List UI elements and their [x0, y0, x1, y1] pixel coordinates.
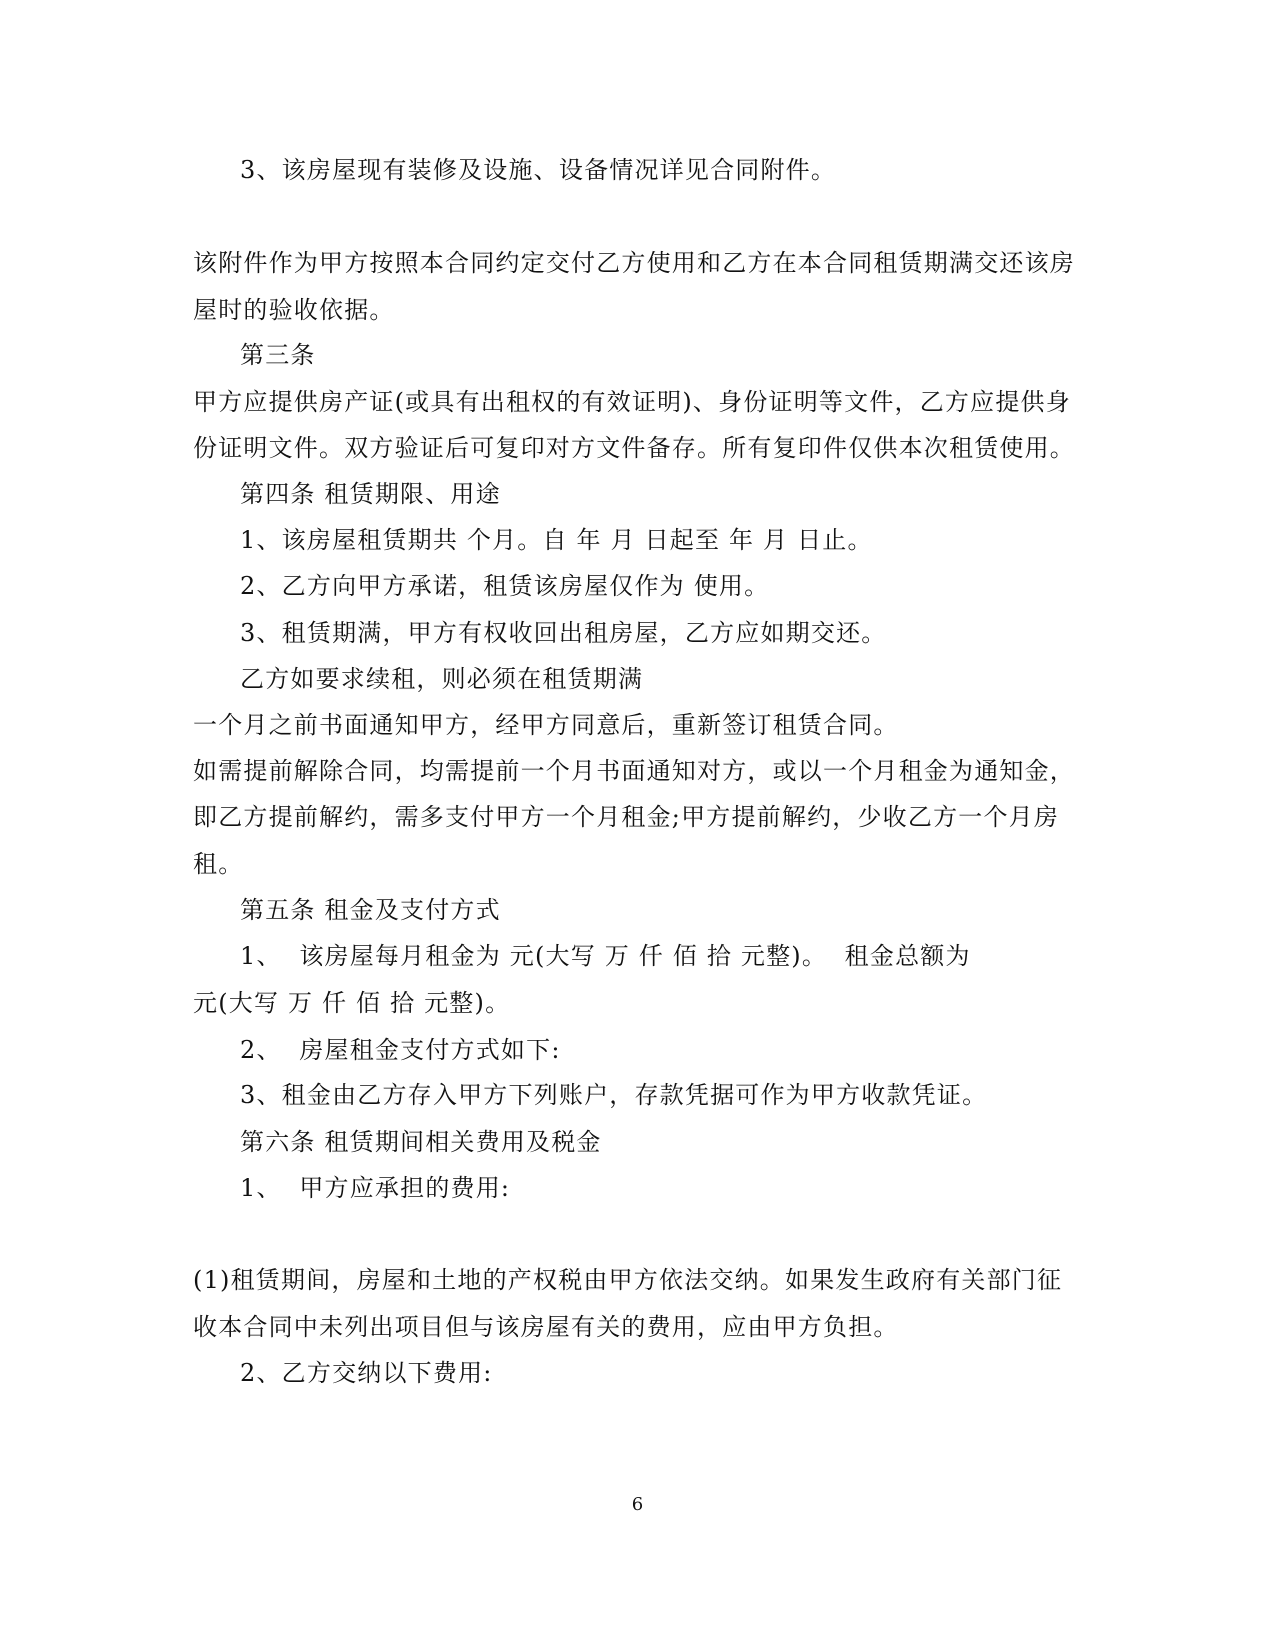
clause-line: 3、租赁期满，甲方有权收回出租房屋，乙方应如期交还。	[240, 619, 887, 647]
clause-line: 2、乙方向甲方承诺，租赁该房屋仅作为 使用。	[240, 572, 770, 600]
article-heading: 第六条 租赁期间相关费用及税金	[240, 1128, 602, 1156]
page-number: 6	[631, 1494, 644, 1515]
clause-line: 屋时的验收依据。	[193, 296, 395, 324]
clause-line: 一个月之前书面通知甲方，经甲方同意后，重新签订租赁合同。	[193, 711, 899, 739]
clause-line: 元(大写 万 仟 佰 拾 元整)。	[193, 989, 511, 1017]
clause-line: 1、 该房屋每月租金为 元(大写 万 仟 佰 拾 元整)。 租金总额为	[240, 942, 971, 970]
clause-line: 1、该房屋租赁期共 个月。自 年 月 日起至 年 月 日止。	[240, 526, 873, 554]
clause-line: 份证明文件。双方验证后可复印对方文件备存。所有复印件仅供本次租赁使用。	[193, 434, 1075, 462]
clause-line: 1、 甲方应承担的费用:	[240, 1174, 511, 1202]
article-heading: 第五条 租金及支付方式	[240, 896, 501, 924]
clause-line: 收本合同中未列出项目但与该房屋有关的费用，应由甲方负担。	[193, 1313, 899, 1341]
clause-line: 如需提前解除合同，均需提前一个月书面通知对方，或以一个月租金为通知金，	[193, 757, 1075, 785]
clause-line: 2、 房屋租金支付方式如下:	[240, 1036, 561, 1064]
clause-line: 租。	[193, 850, 244, 878]
clause-line: 乙方如要求续租，则必须在租赁期满	[240, 665, 644, 693]
article-heading: 第三条	[240, 341, 316, 369]
clause-line: 3、该房屋现有装修及设施、设备情况详见合同附件。	[240, 156, 837, 184]
clause-line: 2、乙方交纳以下费用:	[240, 1359, 493, 1387]
clause-line: 该附件作为甲方按照本合同约定交付乙方使用和乙方在本合同租赁期满交还该房	[193, 249, 1075, 277]
clause-line: (1)租赁期间，房屋和土地的产权税由甲方依法交纳。如果发生政府有关部门征	[193, 1266, 1063, 1294]
clause-line: 即乙方提前解约，需多支付甲方一个月租金;甲方提前解约，少收乙方一个月房	[193, 803, 1060, 831]
clause-line: 3、租金由乙方存入甲方下列账户，存款凭据可作为甲方收款凭证。	[240, 1081, 988, 1109]
clause-line: 甲方应提供房产证(或具有出租权的有效证明)、身份证明等文件，乙方应提供身	[193, 388, 1071, 416]
article-heading: 第四条 租赁期限、用途	[240, 480, 501, 508]
